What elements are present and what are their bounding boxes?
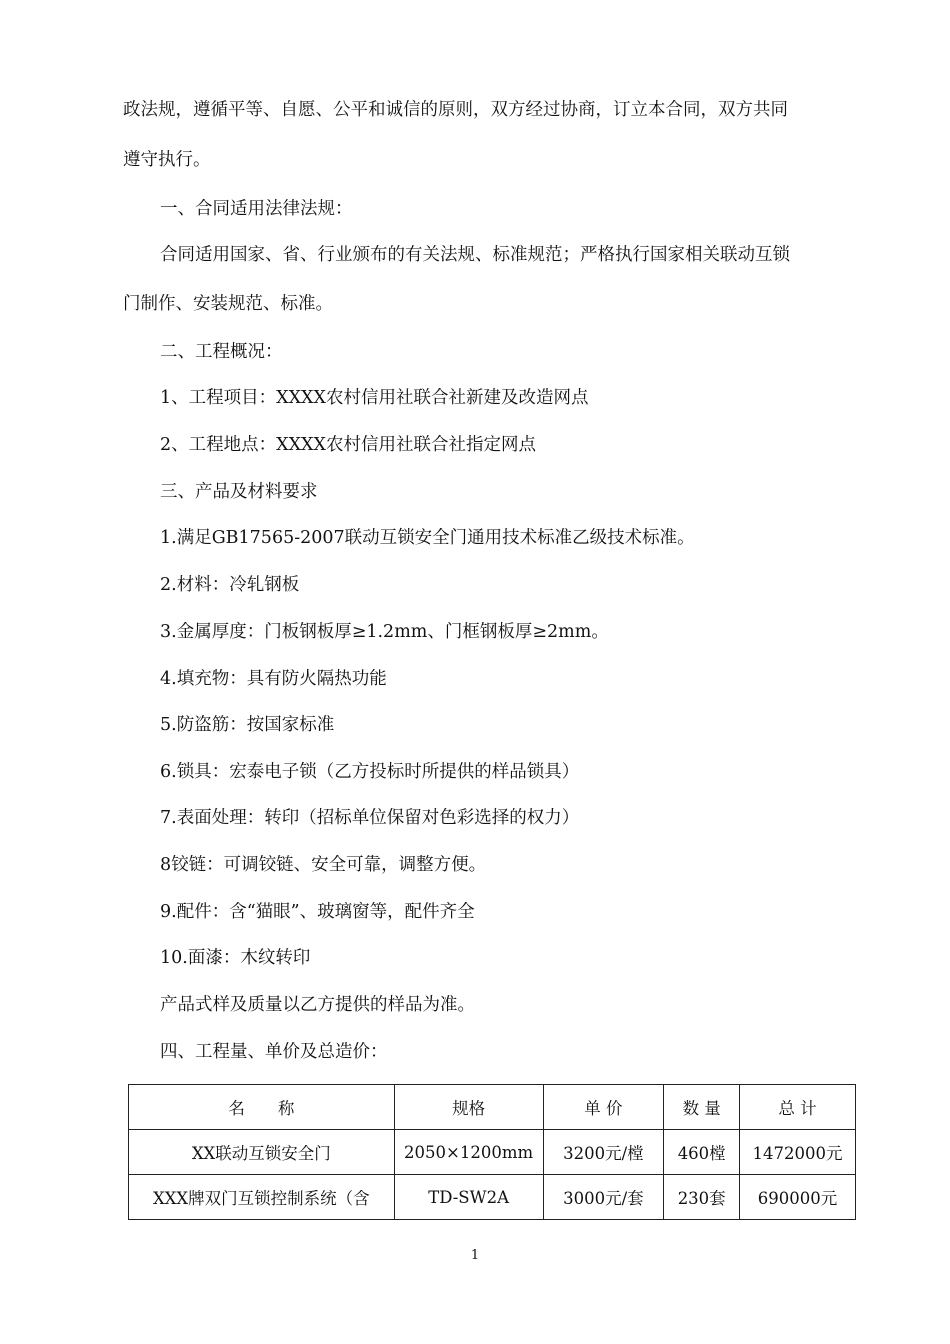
list-item: 4.填充物：具有防火隔热功能: [160, 669, 387, 689]
table-cell: 460樘: [664, 1130, 740, 1175]
list-item: 3.金属厚度：门板钢板厚≥1.2mm、门框钢板厚≥2mm。: [160, 622, 609, 642]
paragraph-line: 门制作、安装规范、标准。: [123, 294, 333, 314]
table-cell: 230套: [664, 1175, 740, 1220]
section-heading-3: 三、产品及材料要求: [160, 482, 318, 502]
table-cell: 2050×1200mm: [394, 1130, 543, 1175]
paragraph-line: 合同适用国家、省、行业颁布的有关法规、标准规范；严格执行国家相关联动互锁: [160, 245, 790, 265]
list-item: 6.锁具：宏泰电子锁（乙方投标时所提供的样品锁具）: [160, 762, 580, 782]
paragraph-line: [123, 98, 863, 122]
section-heading-2: 二、工程概况：: [160, 342, 283, 362]
list-item: 1、工程项目：XXXX农村信用社联合社新建及改造网点: [160, 388, 589, 408]
table-cell: 690000元: [740, 1175, 856, 1220]
table-header-cell: 数 量: [664, 1085, 740, 1130]
table-row: [129, 1130, 856, 1175]
section-heading-1: 一、合同适用法律法规：: [160, 199, 353, 219]
list-item: 1.满足GB17565-2007联动互锁安全门通用技术标准乙级技术标准。: [160, 528, 695, 548]
list-item: 2、工程地点：XXXX农村信用社联合社指定网点: [160, 435, 536, 455]
page-number: 1: [470, 1248, 480, 1263]
list-item: 8铰链：可调铰链、安全可靠，调整方便。: [160, 855, 487, 875]
section-heading-4: 四、工程量、单价及总造价：: [160, 1042, 388, 1062]
list-item: 9.配件：含“猫眼”、玻璃窗等，配件齐全: [160, 902, 475, 922]
table-cell: 3000元/套: [543, 1175, 664, 1220]
list-item: 2.材料：冷轧钢板: [160, 575, 300, 595]
table-header-cell: 名 称: [129, 1085, 395, 1130]
list-item: 7.表面处理：转印（招标单位保留对色彩选择的权力）: [160, 808, 580, 828]
table-header-row: [129, 1085, 856, 1130]
table-header-cell: 单 价: [543, 1085, 664, 1130]
table-cell: 1472000元: [740, 1130, 856, 1175]
list-item: 5.防盗筋：按国家标准: [160, 715, 335, 735]
quantity-price-table: [128, 1084, 856, 1220]
table-cell: XX联动互锁安全门: [129, 1130, 395, 1175]
paragraph-line: 遵守执行。: [123, 150, 211, 170]
table-cell: TD-SW2A: [394, 1175, 543, 1220]
table-cell: XXX牌双门互锁控制系统（含: [129, 1175, 395, 1220]
table-header-cell: 规格: [394, 1085, 543, 1130]
paragraph-line: 产品式样及质量以乙方提供的样品为准。: [160, 995, 475, 1015]
paragraph-text: 政法规，遵循平等、自愿、公平和诚信的原则，双方经过协商，订立本合同，双方共同: [123, 100, 788, 120]
list-item: 10.面漆：木纹转印: [160, 948, 311, 968]
table-cell: 3200元/樘: [543, 1130, 664, 1175]
table-header-cell: 总 计: [740, 1085, 856, 1130]
table-row: [129, 1175, 856, 1220]
